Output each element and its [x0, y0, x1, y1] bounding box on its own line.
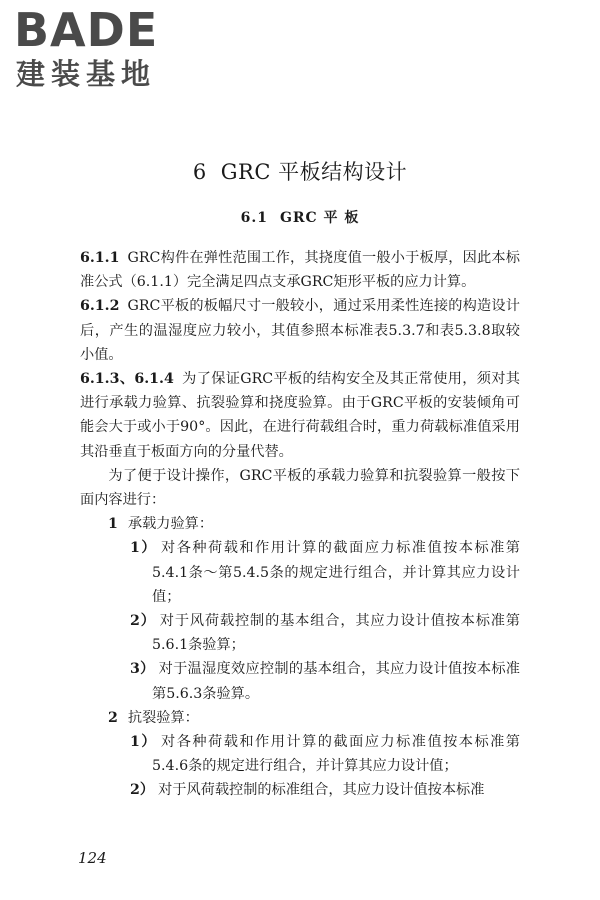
section-title-text: GRC 平 板: [279, 210, 360, 226]
clause-6-1-3-6-1-4: [80, 367, 520, 464]
clause-number: 6.1.1: [80, 250, 120, 266]
subitem-number: 1）: [130, 540, 158, 557]
logo-subtitle: 建装基地: [16, 57, 157, 91]
subitem: [80, 778, 520, 802]
item-title: 抗裂验算：: [127, 709, 199, 726]
subitem-text: 对于风荷载控制的标准组合，其应力设计值按本标准: [158, 782, 485, 799]
clause-text: GRC平板的板幅尺寸一般较小，通过采用柔性连接的构造设计后，产生的温湿度应力较小，其值参照本标准表5.3.7和表5.3.8取较小值。: [80, 298, 520, 363]
chapter-number: 6: [192, 160, 207, 184]
item-number: 1: [108, 516, 118, 533]
page-number: 124: [78, 849, 107, 867]
item-heading: [80, 512, 520, 536]
subitem-text: 对于风荷载控制的基本组合，其应力设计值按本标准第5.6.1条验算；: [152, 613, 520, 654]
clause-6-1-1: [80, 246, 520, 294]
logo-wordmark: BADE: [14, 3, 159, 57]
chapter-title: [0, 158, 600, 186]
item-number: 2: [108, 709, 118, 726]
subitem-number: 1）: [130, 734, 158, 751]
subitem-number: 2）: [130, 782, 155, 799]
subitem-text: 对于温湿度效应控制的基本组合，其应力设计值按本标准第5.6.3条验算。: [152, 661, 520, 702]
section-title: [0, 207, 600, 229]
subitem-number: 2）: [130, 613, 156, 630]
intro-paragraph: 为了便于设计操作，GRC平板的承载力验算和抗裂验算一般按下面内容进行：: [80, 467, 520, 509]
item-heading: [80, 706, 520, 730]
subitem-text: 对各种荷载和作用计算的截面应力标准值按本标准第5.4.6条的规定进行组合，并计算其应力设计值；: [152, 734, 520, 775]
item-title: 承载力验算：: [127, 516, 214, 533]
clause-6-1-2: [80, 294, 520, 367]
subitem: [80, 657, 520, 705]
subitem: [80, 536, 520, 609]
chapter-title-text: GRC 平板结构设计: [220, 160, 408, 184]
clause-text: GRC构件在弹性范围工作，其挠度值一般小于板厚，因此本标准公式（6.1.1）完全满足四点支承GRC矩形平板的应力计算。: [80, 250, 520, 291]
subitem: [80, 730, 520, 778]
section-number: 6.1: [240, 210, 268, 226]
clause-number: 6.1.3、6.1.4: [80, 371, 174, 388]
document-body: [80, 246, 520, 803]
subitem: [80, 609, 520, 657]
bade-logo: [14, 4, 184, 100]
clause-text: 为了保证GRC平板的结构安全及其正常使用，须对其进行承载力验算、抗裂验算和挠度验算。由于GRC平板的安装倾角可能会大于或小于90°。因此，在进行荷载组合时，重力荷载标准值采用其沿垂直于板面方向的分量代替。: [80, 371, 520, 460]
subitem-number: 3）: [130, 661, 155, 678]
clause-number: 6.1.2: [80, 298, 120, 315]
subitem-text: 对各种荷载和作用计算的截面应力标准值按本标准第5.4.1条～第5.4.5条的规定进行组合，并计算其应力设计值；: [152, 540, 520, 605]
